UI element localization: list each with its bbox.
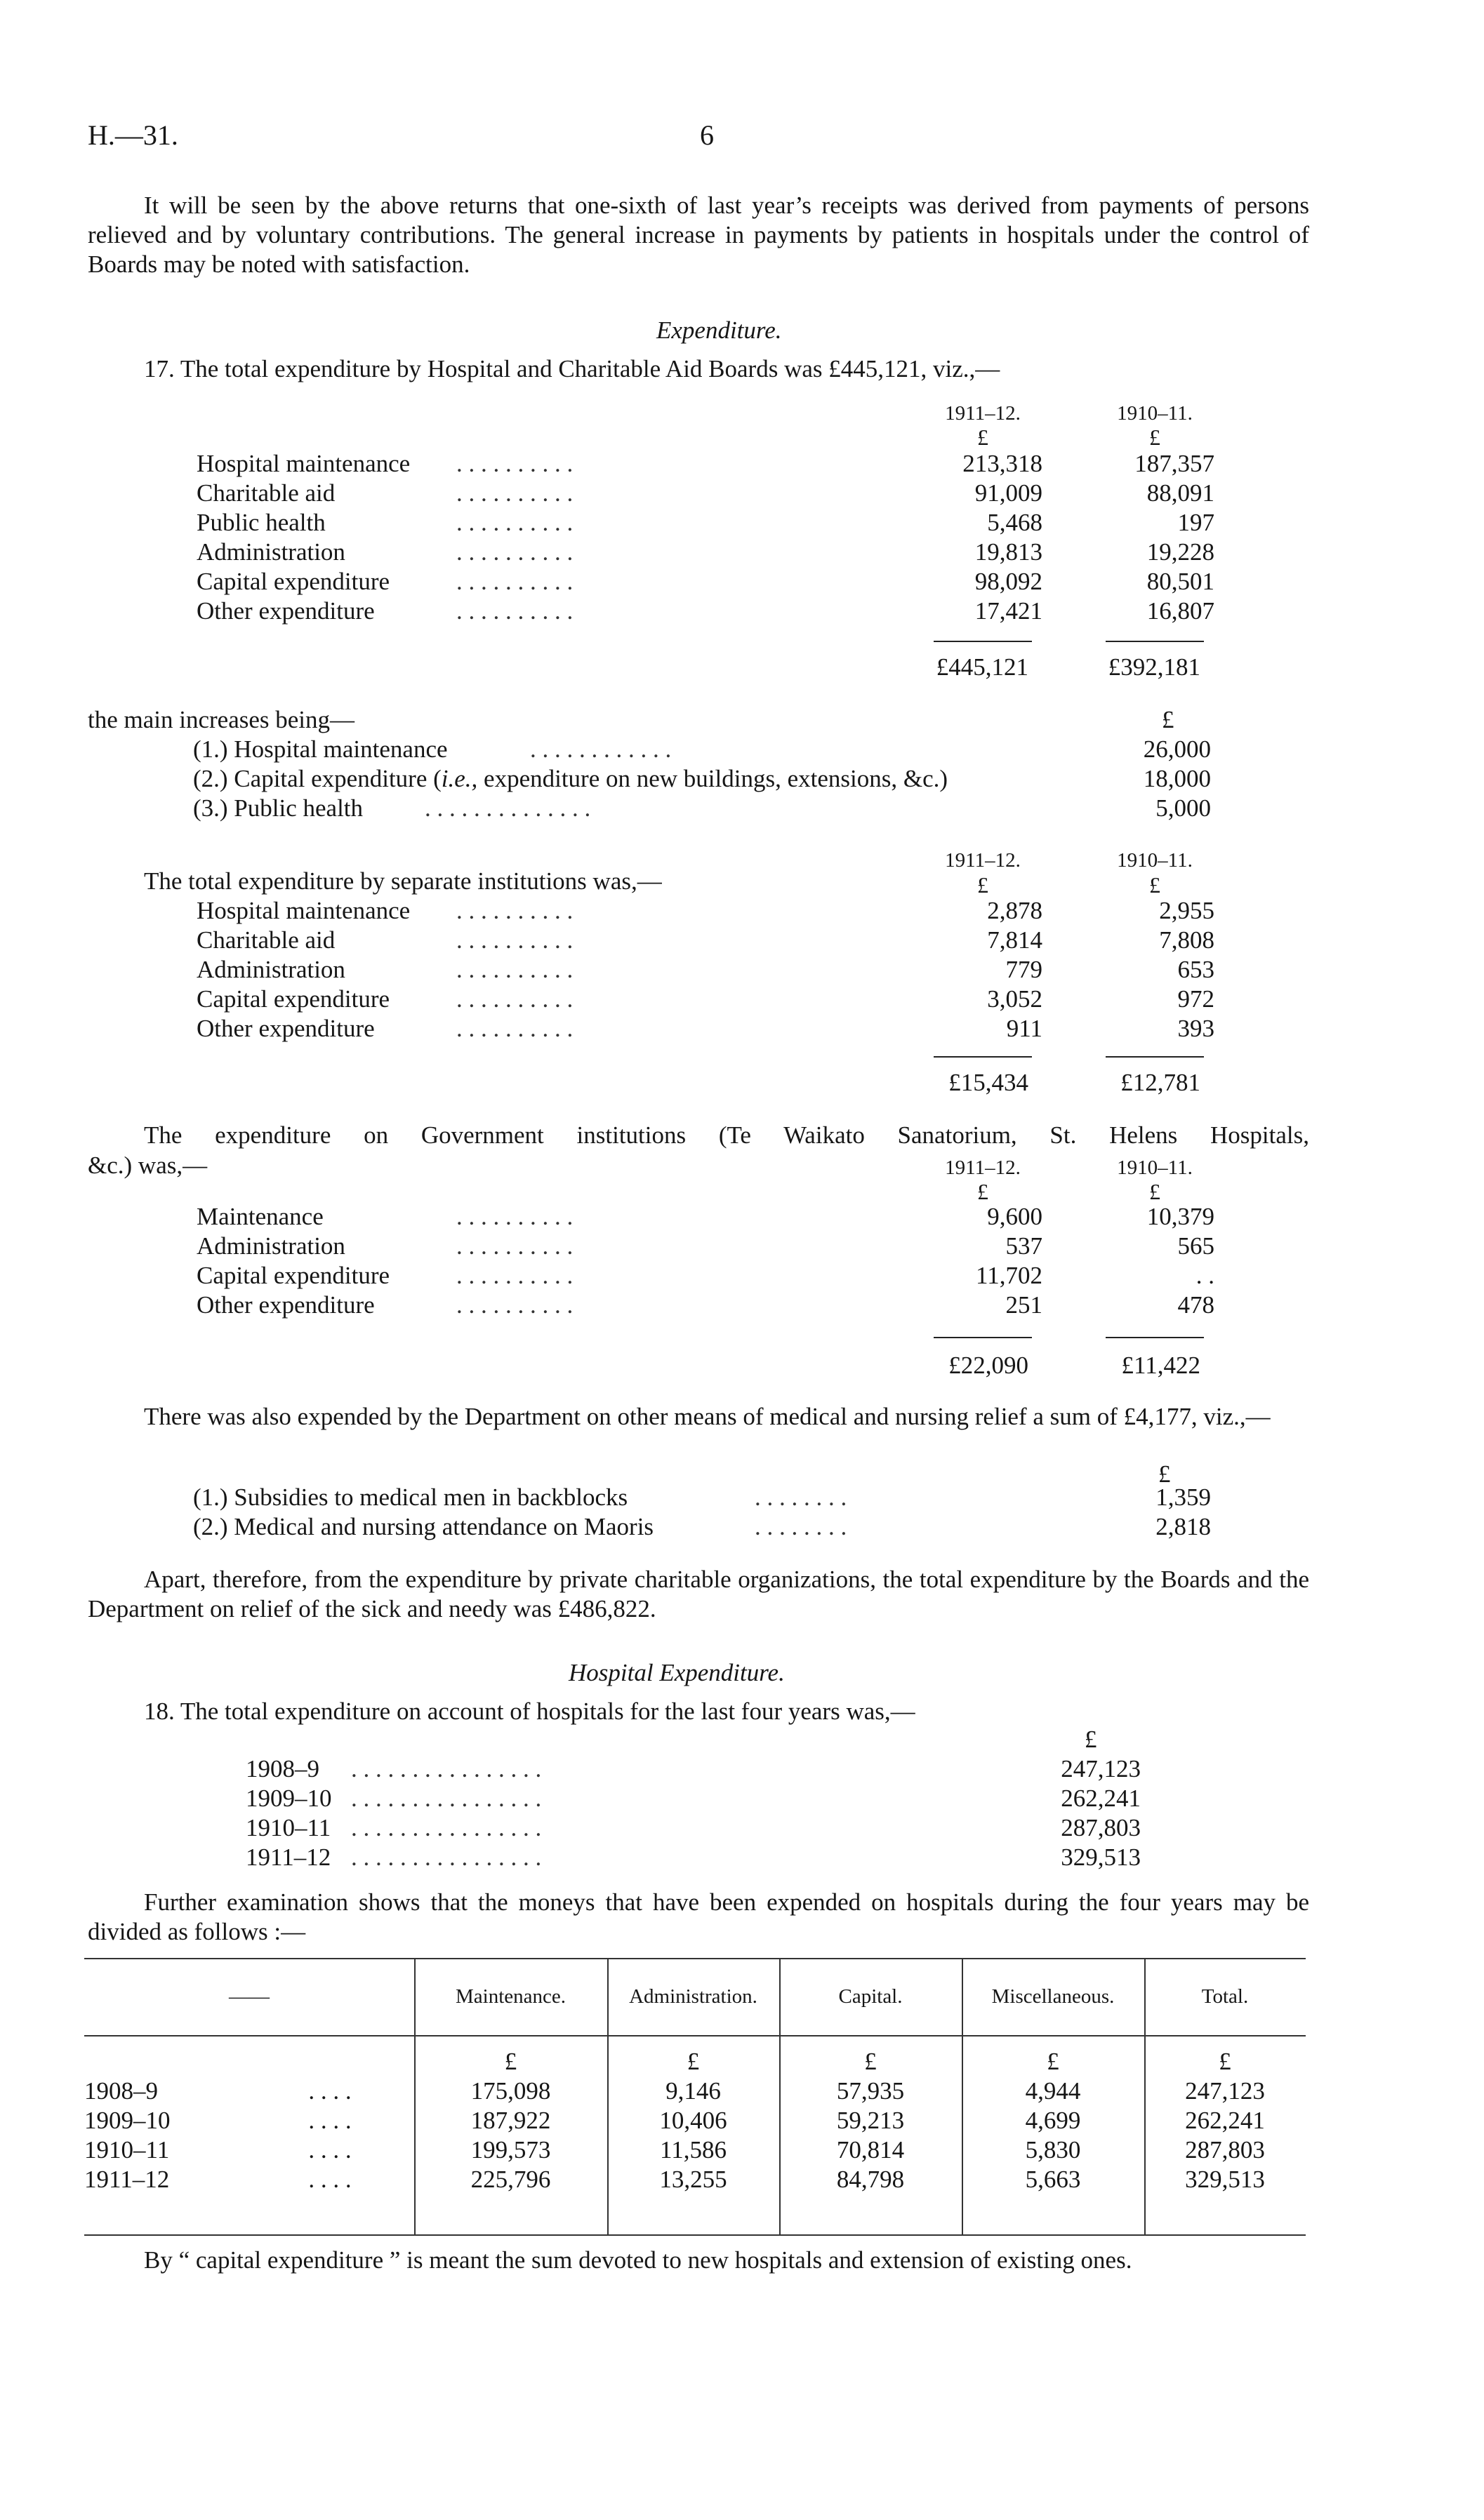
exp-total-1: £445,121 bbox=[936, 653, 1028, 681]
year-row bbox=[246, 1843, 1158, 1872]
row-value-2: . . bbox=[1195, 1262, 1214, 1289]
table-cell: 262,241 bbox=[1185, 2107, 1265, 2134]
increase-italic: i.e., bbox=[441, 765, 478, 792]
increase-prefix: (3.) Public health bbox=[193, 794, 364, 822]
sep-col-year-2: 1910–11. bbox=[1117, 849, 1193, 872]
table-row bbox=[197, 955, 1214, 985]
increase-value: 26,000 bbox=[1143, 735, 1211, 763]
row-label: Charitable aid bbox=[197, 926, 336, 954]
table-year: 1910–11 bbox=[84, 2136, 170, 2164]
apart-paragraph-text: Apart, therefore, from the expenditure by private charitable organizations, the total expenditure by the Boards and the Department on relief of the sick and needy was £486,822. bbox=[88, 1566, 1309, 1622]
increase-item bbox=[193, 794, 1211, 823]
sep-total-rule-2 bbox=[1106, 1056, 1204, 1058]
leader-dots: . . . . . . . . . . bbox=[456, 1262, 574, 1289]
year-row bbox=[246, 1813, 1158, 1843]
increase-value: 18,000 bbox=[1143, 765, 1211, 792]
row-value-2: 197 bbox=[1177, 509, 1214, 536]
table-cell: 57,935 bbox=[836, 2077, 905, 2105]
row-value-2: 19,228 bbox=[1146, 538, 1214, 566]
intro-paragraph-text: It will be seen by the above returns that one-sixth of last year’s receipts was derived from payments of persons relieved and by voluntary contributions. The general increase in payments by patients in hospitals under the control of Boards may be noted with satisfaction. bbox=[88, 192, 1309, 278]
row-value-1: 2,878 bbox=[987, 897, 1042, 924]
table-cell: 187,922 bbox=[470, 2107, 551, 2134]
table-row bbox=[197, 926, 1214, 955]
table-row bbox=[197, 538, 1214, 567]
department-intro-text: There was also expended by the Department on other means of medical and nursing relief a sum of £4,177, viz.,— bbox=[144, 1403, 1271, 1430]
row-value-1: 779 bbox=[1005, 956, 1042, 983]
leader-dots: . . . . . . . . . . bbox=[456, 1015, 574, 1042]
table-row bbox=[197, 508, 1214, 538]
department-item bbox=[193, 1512, 1211, 1542]
exp-total-rule-2 bbox=[1106, 641, 1204, 642]
exp-currency-2: £ bbox=[1149, 425, 1160, 450]
government-intro-line1-text: The expenditure on Government institutions (Te Waikato Sanatorium, St. Helens Hospitals, bbox=[144, 1121, 1309, 1149]
table-year: 1909–10 bbox=[84, 2107, 171, 2134]
department-label: (1.) Subsidies to medical men in backblocks bbox=[193, 1484, 628, 1511]
leader-dots: . . . . . . . . . . . . bbox=[530, 735, 672, 763]
leader-dots: . . . . bbox=[308, 2166, 352, 2193]
table-cell: 5,830 bbox=[1025, 2136, 1081, 2164]
year-row bbox=[246, 1754, 1158, 1784]
sep-col-year-1: 1911–12. bbox=[945, 849, 1021, 872]
exp-col-year-2: 1910–11. bbox=[1117, 402, 1193, 425]
increase-label bbox=[193, 764, 948, 794]
row-label: Maintenance bbox=[197, 1203, 324, 1230]
table-year: 1908–9 bbox=[84, 2077, 158, 2105]
table-header-capital: Capital. bbox=[838, 1985, 903, 2008]
row-label: Hospital maintenance bbox=[197, 450, 411, 477]
leader-dots: . . . . . . . . . . bbox=[456, 538, 574, 566]
department-value: 2,818 bbox=[1155, 1513, 1211, 1540]
row-value-2: 972 bbox=[1177, 985, 1214, 1013]
table-row bbox=[197, 1232, 1214, 1261]
row-value-2: 88,091 bbox=[1146, 479, 1214, 507]
table-header-blank: —— bbox=[229, 1985, 270, 2008]
gov-total-rule-2 bbox=[1106, 1337, 1204, 1338]
separate-intro: The total expenditure by separate institutions was,— bbox=[144, 867, 662, 895]
row-label: Other expenditure bbox=[197, 1015, 375, 1042]
increase-label bbox=[193, 735, 448, 764]
department-intro bbox=[88, 1402, 1309, 1432]
gov-currency-1: £ bbox=[977, 1179, 988, 1204]
department-currency: £ bbox=[1158, 1460, 1171, 1488]
increase-item bbox=[193, 764, 1211, 794]
leader-dots: . . . . . . . . . . . . . . . . bbox=[351, 1844, 542, 1871]
row-value-1: 9,600 bbox=[987, 1203, 1042, 1230]
document-reference: H.—31. bbox=[88, 119, 178, 151]
row-value-2: 393 bbox=[1177, 1015, 1214, 1042]
leader-dots: . . . . . . . . . . bbox=[456, 926, 574, 954]
closing-paragraph bbox=[88, 2246, 1309, 2275]
department-value: 1,359 bbox=[1155, 1484, 1211, 1511]
leader-dots: . . . . . . . . bbox=[755, 1513, 847, 1540]
gov-total-rule-1 bbox=[934, 1337, 1032, 1338]
row-value-1: 537 bbox=[1005, 1232, 1042, 1260]
year-value: 287,803 bbox=[1061, 1814, 1141, 1841]
table-row bbox=[197, 479, 1214, 508]
closing-paragraph-text: By “ capital expenditure ” is meant the sum devoted to new hospitals and extension of existing ones. bbox=[144, 2246, 1132, 2274]
table-cell: 10,406 bbox=[659, 2107, 727, 2134]
row-label: Capital expenditure bbox=[197, 1262, 390, 1289]
row-value-2: 7,808 bbox=[1159, 926, 1214, 954]
department-label: (2.) Medical and nursing attendance on Maoris bbox=[193, 1513, 654, 1540]
table-cell: 70,814 bbox=[836, 2136, 905, 2164]
government-intro-line1 bbox=[88, 1121, 1309, 1150]
row-value-1: 19,813 bbox=[974, 538, 1042, 566]
row-label: Administration bbox=[197, 956, 345, 983]
table-row bbox=[197, 985, 1214, 1014]
page-number: 6 bbox=[700, 119, 714, 151]
department-item bbox=[193, 1483, 1211, 1512]
sep-currency-1: £ bbox=[977, 872, 988, 898]
table-currency: £ bbox=[864, 2048, 877, 2075]
table-header-miscellaneous: Miscellaneous. bbox=[991, 1985, 1115, 2008]
leader-dots: . . . . . . . . . . bbox=[456, 450, 574, 477]
leader-dots: . . . . . . . . . . bbox=[456, 985, 574, 1013]
row-label: Hospital maintenance bbox=[197, 897, 411, 924]
intro-paragraph bbox=[88, 191, 1309, 279]
breakdown-table bbox=[84, 1958, 1306, 2236]
table-cell: 11,586 bbox=[660, 2136, 727, 2164]
gov-currency-2: £ bbox=[1149, 1179, 1160, 1204]
increase-prefix: (2.) Capital expenditure ( bbox=[193, 765, 442, 792]
row-label: Capital expenditure bbox=[197, 568, 390, 595]
leader-dots: . . . . . . . . . . bbox=[456, 568, 574, 595]
gov-col-year-2: 1910–11. bbox=[1117, 1156, 1193, 1179]
hosp-currency: £ bbox=[1085, 1726, 1097, 1753]
row-value-1: 251 bbox=[1005, 1291, 1042, 1319]
row-value-2: 10,379 bbox=[1146, 1203, 1214, 1230]
row-value-2: 478 bbox=[1177, 1291, 1214, 1319]
increase-label bbox=[193, 794, 363, 823]
table-cell: 59,213 bbox=[836, 2107, 905, 2134]
exp-currency-1: £ bbox=[977, 425, 988, 450]
further-paragraph-text: Further examination shows that the moneys that have been expended on hospitals during the four years may be divided as follows :— bbox=[88, 1888, 1309, 1945]
leader-dots: . . . . . . . . . . bbox=[456, 1203, 574, 1230]
row-label: Public health bbox=[197, 509, 326, 536]
table-row bbox=[197, 1202, 1214, 1232]
leader-dots: . . . . . . . . . . bbox=[456, 956, 574, 983]
row-label: Charitable aid bbox=[197, 479, 336, 507]
leader-dots: . . . . . . . . . . . . . . . . bbox=[351, 1755, 542, 1782]
increase-prefix: (1.) Hospital maintenance bbox=[193, 735, 448, 763]
exp-total-rule-1 bbox=[934, 641, 1032, 642]
table-row bbox=[197, 449, 1214, 479]
table-header-administration: Administration. bbox=[629, 1985, 757, 2008]
table-currency: £ bbox=[1219, 2048, 1231, 2075]
table-row bbox=[197, 567, 1214, 596]
table-row bbox=[197, 596, 1214, 626]
leader-dots: . . . . . . . . . . bbox=[456, 1291, 574, 1319]
further-paragraph bbox=[88, 1888, 1309, 1947]
row-value-2: 16,807 bbox=[1146, 597, 1214, 625]
government-intro-line2: &c.) was,— bbox=[88, 1152, 208, 1179]
year-label: 1908–9 bbox=[246, 1755, 319, 1782]
row-value-2: 80,501 bbox=[1146, 568, 1214, 595]
leader-dots: . . . . . . . . . . bbox=[456, 479, 574, 507]
row-value-1: 98,092 bbox=[974, 568, 1042, 595]
row-value-1: 11,702 bbox=[976, 1262, 1042, 1289]
table-cell: 329,513 bbox=[1185, 2166, 1265, 2193]
table-cell: 84,798 bbox=[836, 2166, 905, 2193]
row-value-1: 3,052 bbox=[987, 985, 1042, 1013]
table-row bbox=[197, 896, 1214, 926]
para-18: 18. The total expenditure on account of hospitals for the last four years was,— bbox=[144, 1698, 915, 1725]
table-row bbox=[197, 1014, 1214, 1044]
leader-dots: . . . . . . . . . . . . . . . . bbox=[351, 1785, 542, 1812]
table-cell: 5,663 bbox=[1025, 2166, 1081, 2193]
sep-total-1: £15,434 bbox=[948, 1069, 1028, 1096]
row-value-1: 213,318 bbox=[962, 450, 1042, 477]
increase-suffix: expenditure on new buildings, extensions, &c.) bbox=[477, 765, 948, 792]
table-header-rule bbox=[84, 2035, 1306, 2036]
table-row bbox=[197, 1261, 1214, 1291]
table-year: 1911–12 bbox=[84, 2166, 170, 2193]
table-cell: 225,796 bbox=[470, 2166, 551, 2193]
row-value-1: 17,421 bbox=[974, 597, 1042, 625]
row-value-2: 653 bbox=[1177, 956, 1214, 983]
leader-dots: . . . . . . . . . . bbox=[456, 597, 574, 625]
row-value-2: 2,955 bbox=[1159, 897, 1214, 924]
table-cell: 9,146 bbox=[665, 2077, 721, 2105]
leader-dots: . . . . . . . . . . bbox=[456, 509, 574, 536]
row-label: Other expenditure bbox=[197, 1291, 375, 1319]
table-cell: 287,803 bbox=[1185, 2136, 1265, 2164]
table-currency: £ bbox=[687, 2048, 700, 2075]
leader-dots: . . . . bbox=[308, 2077, 352, 2105]
table-currency: £ bbox=[1047, 2048, 1059, 2075]
para-17: 17. The total expenditure by Hospital and Charitable Aid Boards was £445,121, viz.,— bbox=[144, 355, 1000, 382]
year-label: 1910–11 bbox=[246, 1814, 331, 1841]
table-row bbox=[197, 1291, 1214, 1320]
hospital-expenditure-heading: Hospital Expenditure. bbox=[569, 1659, 785, 1686]
year-value: 262,241 bbox=[1061, 1785, 1141, 1812]
row-label: Administration bbox=[197, 538, 345, 566]
row-value-1: 5,468 bbox=[987, 509, 1042, 536]
table-cell: 247,123 bbox=[1185, 2077, 1265, 2105]
gov-col-year-1: 1911–12. bbox=[945, 1156, 1021, 1179]
row-value-1: 911 bbox=[1006, 1015, 1042, 1042]
apart-paragraph bbox=[88, 1565, 1309, 1624]
table-header-total: Total. bbox=[1201, 1985, 1249, 2008]
exp-col-year-1: 1911–12. bbox=[945, 402, 1021, 425]
table-currency: £ bbox=[504, 2048, 517, 2075]
table-cell: 199,573 bbox=[470, 2136, 551, 2164]
table-cell: 4,699 bbox=[1025, 2107, 1081, 2134]
year-row bbox=[246, 1784, 1158, 1813]
year-label: 1911–12 bbox=[246, 1844, 331, 1871]
sep-total-2: £12,781 bbox=[1120, 1069, 1200, 1096]
sep-currency-2: £ bbox=[1149, 872, 1160, 898]
expenditure-heading: Expenditure. bbox=[656, 316, 782, 344]
table-header-maintenance: Maintenance. bbox=[455, 1985, 566, 2008]
row-label: Other expenditure bbox=[197, 597, 375, 625]
leader-dots: . . . . . . . . bbox=[755, 1484, 847, 1511]
increase-item bbox=[193, 735, 1211, 764]
exp-total-2: £392,181 bbox=[1108, 653, 1200, 681]
gov-total-2: £11,422 bbox=[1121, 1352, 1200, 1379]
increases-intro: the main increases being— bbox=[88, 706, 355, 733]
gov-total-1: £22,090 bbox=[948, 1352, 1028, 1379]
leader-dots: . . . . bbox=[308, 2136, 352, 2164]
table-cell: 175,098 bbox=[470, 2077, 551, 2105]
increase-value: 5,000 bbox=[1155, 794, 1211, 822]
row-label: Administration bbox=[197, 1232, 345, 1260]
sep-total-rule-1 bbox=[934, 1056, 1032, 1058]
row-label: Capital expenditure bbox=[197, 985, 390, 1013]
row-value-2: 187,357 bbox=[1134, 450, 1214, 477]
leader-dots: . . . . . . . . . . . . . . . . bbox=[351, 1814, 542, 1841]
year-value: 329,513 bbox=[1061, 1844, 1141, 1871]
row-value-1: 91,009 bbox=[974, 479, 1042, 507]
leader-dots: . . . . . . . . . . bbox=[456, 1232, 574, 1260]
row-value-1: 7,814 bbox=[987, 926, 1042, 954]
leader-dots: . . . . . . . . . . bbox=[456, 897, 574, 924]
year-value: 247,123 bbox=[1061, 1755, 1141, 1782]
leader-dots: . . . . . . . . . . . . . . bbox=[425, 794, 591, 822]
table-cell: 13,255 bbox=[659, 2166, 727, 2193]
row-value-2: 565 bbox=[1177, 1232, 1214, 1260]
increases-currency: £ bbox=[1162, 706, 1174, 733]
year-label: 1909–10 bbox=[246, 1785, 332, 1812]
table-cell: 4,944 bbox=[1025, 2077, 1081, 2105]
leader-dots: . . . . bbox=[308, 2107, 352, 2134]
